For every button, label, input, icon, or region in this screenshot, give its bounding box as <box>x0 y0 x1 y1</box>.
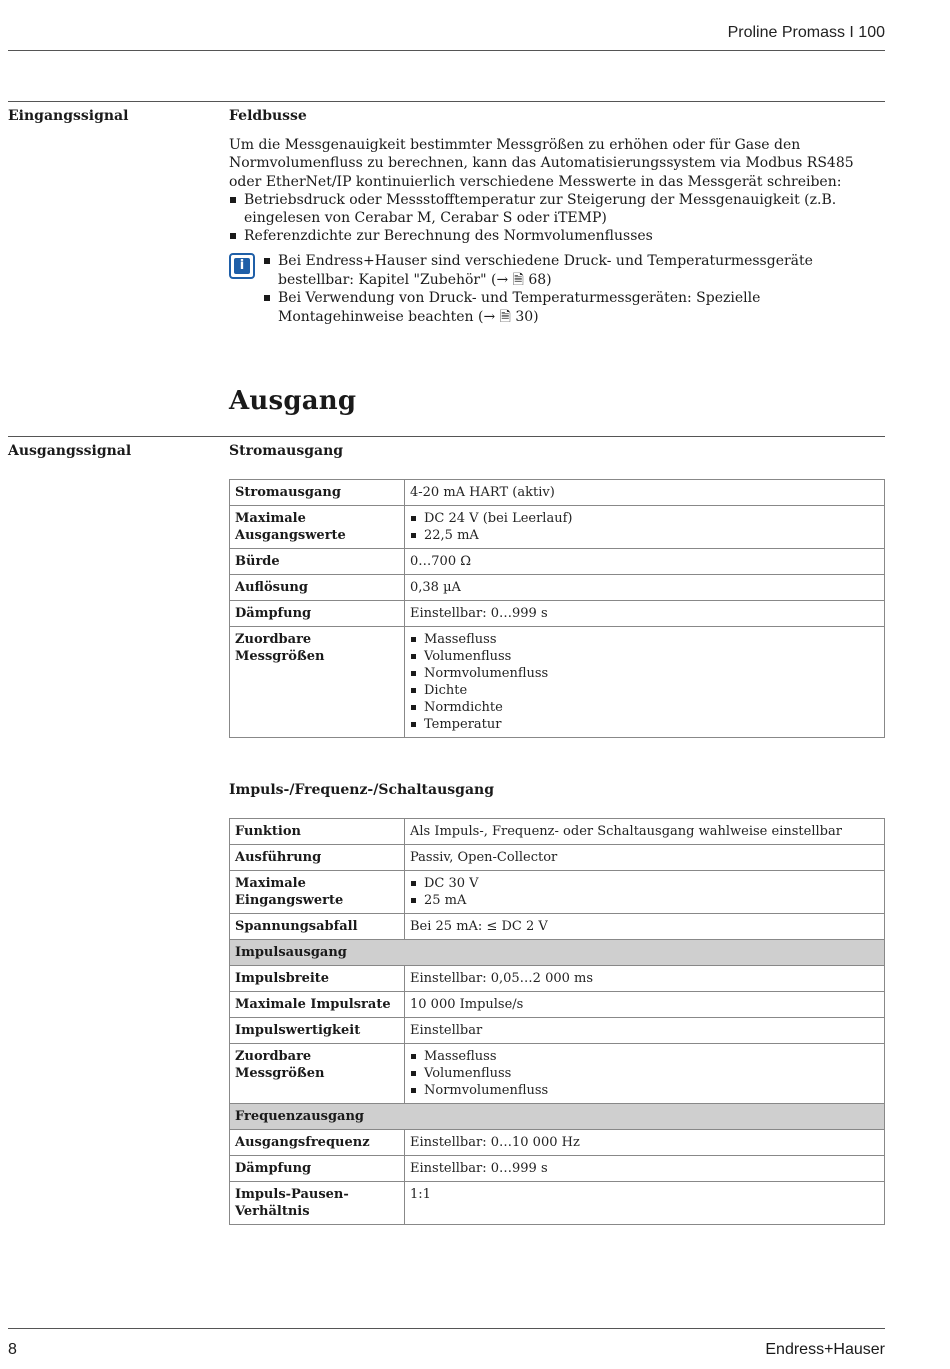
row-key: Spannungsabfall <box>230 914 405 940</box>
row-key: Ausgangsfrequenz <box>230 1130 405 1156</box>
group-label: Frequenzausgang <box>230 1104 885 1130</box>
table-group-row <box>230 1104 885 1130</box>
row-key: Maximale Ausgangswerte <box>230 506 405 549</box>
row-key: Impulsbreite <box>230 966 405 992</box>
value-list-item: Temperatur <box>410 716 879 733</box>
table-row <box>230 627 885 738</box>
document-header-title: Proline Promass I 100 <box>727 24 885 41</box>
table-row <box>230 1018 885 1044</box>
row-value: Einstellbar <box>405 1018 885 1044</box>
row-key: Dämpfung <box>230 601 405 627</box>
row-value: 1:1 <box>405 1182 885 1225</box>
table-row <box>230 845 885 871</box>
value-list <box>410 510 879 544</box>
row-key: Maximale Eingangswerte <box>230 871 405 914</box>
input-body <box>229 136 889 246</box>
row-value <box>405 627 885 738</box>
value-list <box>410 1048 879 1099</box>
input-bullet: Referenzdichte zur Berechnung des Normvolumenflusses <box>229 227 889 245</box>
value-list-item: 25 mA <box>410 892 879 909</box>
info-icon: i <box>229 253 255 279</box>
row-value: Als Impuls-, Frequenz- oder Schaltausgang wahlweise einstellbar <box>405 819 885 845</box>
row-key: Stromausgang <box>230 480 405 506</box>
value-list-item: Volumenfluss <box>410 648 879 665</box>
row-value <box>405 506 885 549</box>
row-value: 4-20 mA HART (aktiv) <box>405 480 885 506</box>
row-key: Impulswertigkeit <box>230 1018 405 1044</box>
output-side-label: Ausgangssignal <box>8 443 132 459</box>
value-list-item: Normvolumenfluss <box>410 665 879 682</box>
table-row <box>230 871 885 914</box>
row-value: 10 000 Impulse/s <box>405 992 885 1018</box>
row-key: Bürde <box>230 549 405 575</box>
value-list-item: DC 30 V <box>410 875 879 892</box>
row-key: Zuordbare Messgrößen <box>230 627 405 738</box>
info-note: Bei Endress+Hauser sind verschiedene Druck- und Temperaturmessgeräte bestellbar: Kapitel "Zubehör" (→ 🗎 68) <box>263 252 888 289</box>
value-list-item: Normvolumenfluss <box>410 1082 879 1099</box>
section-title: Ausgang <box>229 386 357 416</box>
row-value <box>405 871 885 914</box>
group-label: Impulsausgang <box>230 940 885 966</box>
row-key: Funktion <box>230 819 405 845</box>
input-side-label: Eingangssignal <box>8 108 129 124</box>
current-output-subtitle: Stromausgang <box>229 443 344 459</box>
output-section-rule <box>8 436 885 437</box>
row-value: Einstellbar: 0…999 s <box>405 1156 885 1182</box>
footer-brand: Endress+Hauser <box>765 1341 885 1358</box>
table-row <box>230 549 885 575</box>
value-list-item: Volumenfluss <box>410 1065 879 1082</box>
input-paragraph: Um die Messgenauigkeit bestimmter Messgrößen zu erhöhen oder für Gase den Normvolumenfluss zu berechnen, kann das Automatisierungssystem via Modbus RS485 oder EtherNet/IP kontinuierlich verschiedene Messwerte in das Messgerät schreiben: <box>229 137 854 190</box>
table-row <box>230 1130 885 1156</box>
row-key: Zuordbare Messgrößen <box>230 1044 405 1104</box>
table-row <box>230 1182 885 1225</box>
info-note: Bei Verwendung von Druck- und Temperaturmessgeräten: Spezielle Montagehinweise beachten (→ 🗎 30) <box>263 289 888 326</box>
row-value: Einstellbar: 0…999 s <box>405 601 885 627</box>
table-group-row <box>230 940 885 966</box>
row-key: Auflösung <box>230 575 405 601</box>
value-list-item: Massefluss <box>410 631 879 648</box>
value-list-item: Dichte <box>410 682 879 699</box>
row-value: Einstellbar: 0…10 000 Hz <box>405 1130 885 1156</box>
row-key: Ausführung <box>230 845 405 871</box>
table-row <box>230 819 885 845</box>
pulse-output-subtitle: Impuls-/Frequenz-/Schaltausgang <box>229 782 494 798</box>
footer-rule <box>8 1328 885 1329</box>
table-row <box>230 480 885 506</box>
page-number: 8 <box>8 1341 17 1358</box>
table-row <box>230 1044 885 1104</box>
row-key: Impuls-Pausen-Verhältnis <box>230 1182 405 1225</box>
value-list-item: Normdichte <box>410 699 879 716</box>
row-value: Bei 25 mA: ≤ DC 2 V <box>405 914 885 940</box>
value-list-item: Massefluss <box>410 1048 879 1065</box>
input-section-rule <box>8 101 885 102</box>
input-bullet: Betriebsdruck oder Messstofftemperatur zur Steigerung der Messgenauigkeit (z.B. eingelesen von Cerabar M, Cerabar S oder iTEMP) <box>229 191 889 228</box>
row-key: Maximale Impulsrate <box>230 992 405 1018</box>
row-value: Einstellbar: 0,05…2 000 ms <box>405 966 885 992</box>
row-key: Dämpfung <box>230 1156 405 1182</box>
header-rule <box>8 50 885 51</box>
table-row <box>230 575 885 601</box>
row-value: 0…700 Ω <box>405 549 885 575</box>
value-list-item: DC 24 V (bei Leerlauf) <box>410 510 879 527</box>
table-row <box>230 966 885 992</box>
fieldbus-subtitle: Feldbusse <box>229 108 307 124</box>
table-row <box>230 992 885 1018</box>
info-notes <box>263 252 888 326</box>
current-output-table <box>229 479 885 738</box>
table-row <box>230 914 885 940</box>
row-value: 0,38 µA <box>405 575 885 601</box>
pulse-output-table <box>229 818 885 1225</box>
row-value <box>405 1044 885 1104</box>
row-value: Passiv, Open-Collector <box>405 845 885 871</box>
table-row <box>230 506 885 549</box>
value-list-item: 22,5 mA <box>410 527 879 544</box>
value-list <box>410 875 879 909</box>
value-list <box>410 631 879 733</box>
table-row <box>230 1156 885 1182</box>
table-row <box>230 601 885 627</box>
